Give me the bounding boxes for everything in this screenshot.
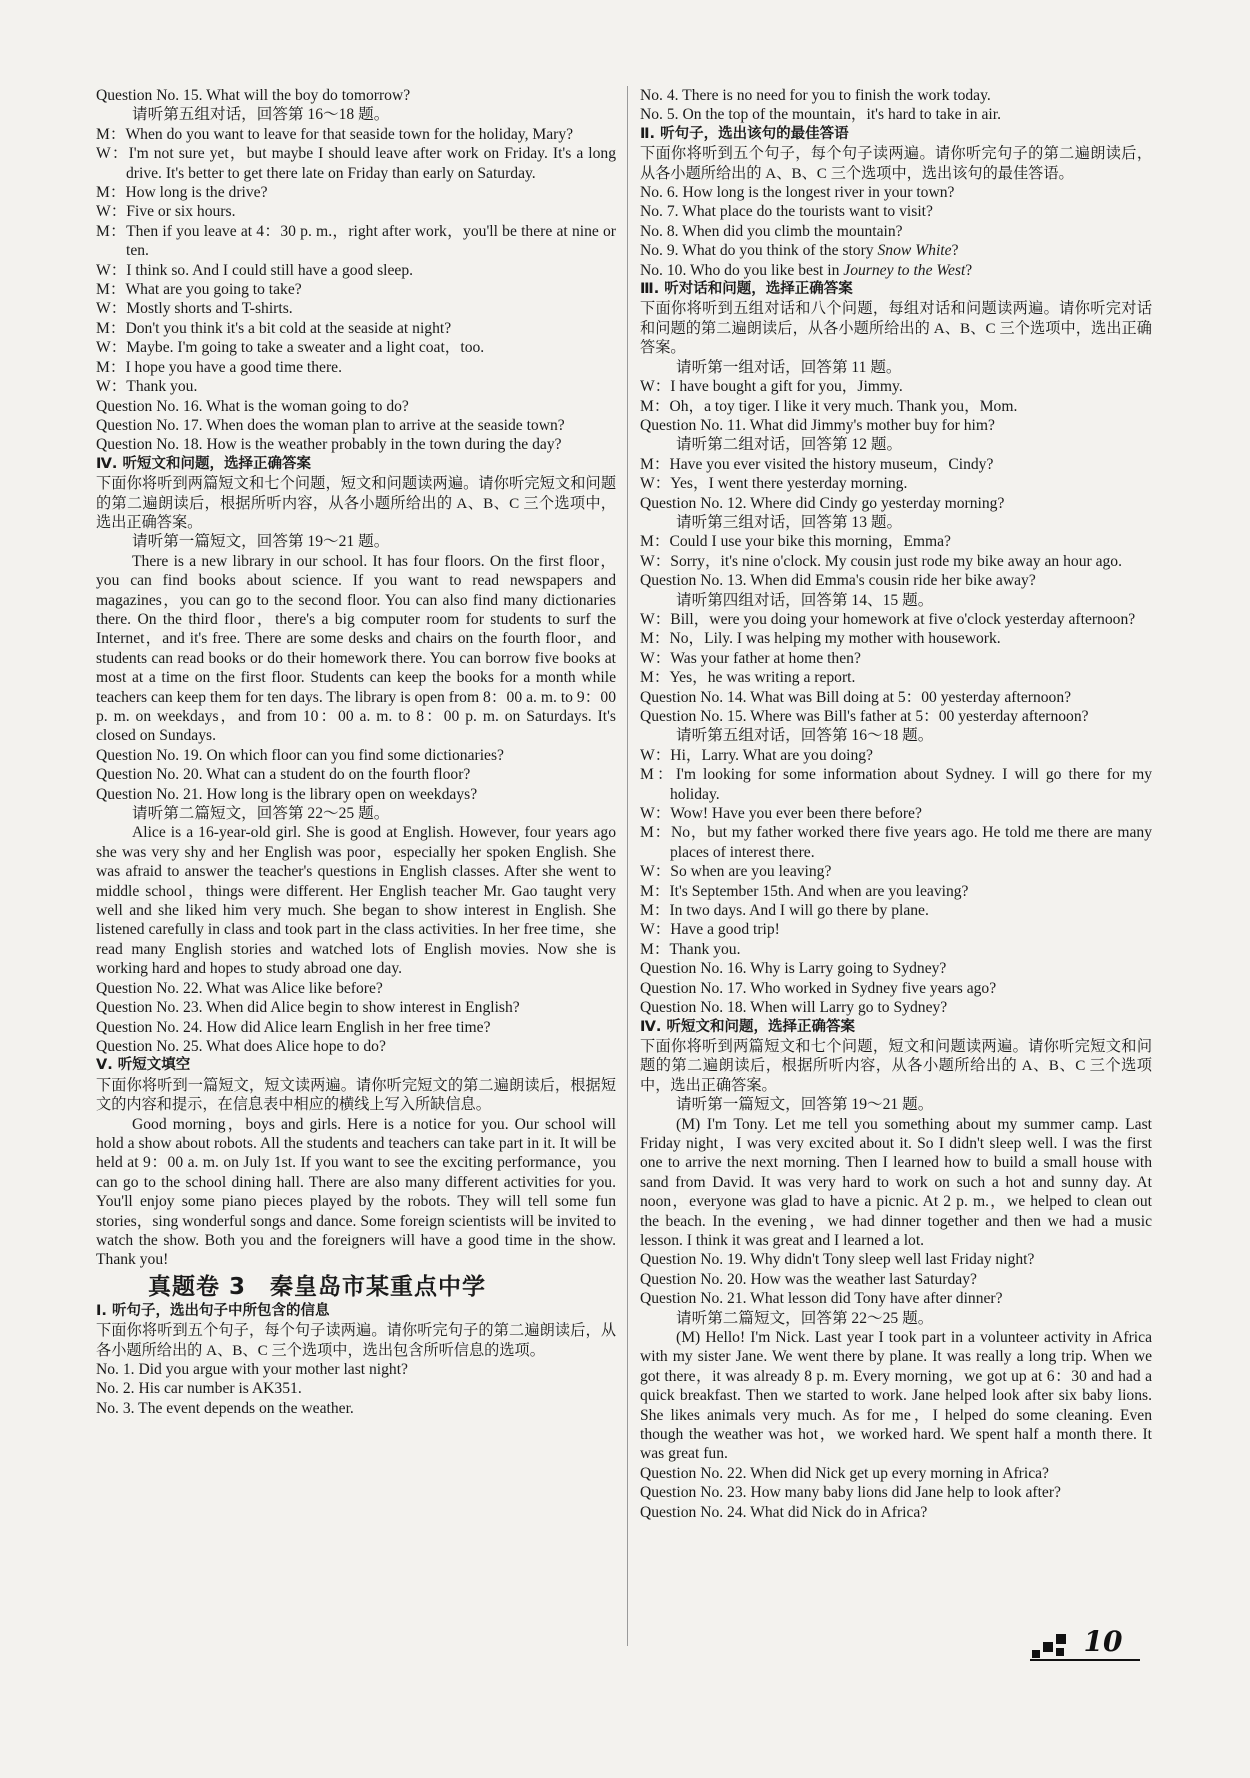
section-heading: Ⅴ. 听短文填空 [96,1057,191,1074]
text-line: Question No. 20. What can a student do on the fourth floor? [96,766,471,784]
text-line: Question No. 16. Why is Larry going to Sydney? [640,960,947,978]
column-divider [627,86,628,1646]
passage-paragraph: (M) I'm Tony. Let me tell you something about my summer camp. Last Friday night，I was very excited about it. So I didn't sleep well. I was the first one to arrive the next morning. Then I learned how to build a small house with sand from David. It was very hard to work on such a hot and sunny day. At noon，everyone was glad to have a picnic. At 2 p. m.，we helped to clean out the beach. In the evening，we had dinner together and then we had a music lesson. I think it was great and I learned a lot. [640,1115,1152,1249]
text-line: Question No. 17. Who worked in Sydney five years ago? [640,979,997,997]
question-line: No. 10. Who do you like best in Journey to the West? [640,261,973,279]
right-column [640,86,1152,1522]
text-line: Question No. 22. When did Nick get up every morning in Africa? [640,1464,1049,1482]
question-line: Question No. 15. Where was Bill's father at 5：00 yesterday afternoon? [640,708,1089,725]
dialogue-line: W：Maybe. I'm going to take a sweater and a light coat，too. [96,339,485,357]
text-line: No. 6. How long is the longest river in your town? [640,184,955,202]
text-line: Question No. 25. What does Alice hope to do? [96,1037,386,1055]
text-line: Question No. 24. How did Alice learn English in her free time? [96,1018,491,1036]
passage-paragraph: (M) Hello! I'm Nick. Last year I took part in a volunteer activity in Africa with my sister Jane. We went there by plane. It was really a long trip. When we got there，it was already 8 p. m. Every morning，we got up at 6：30 and had a quick breakfast. Then we started to work. Jane helped look after six baby lions. She likes animals very much. As for me，I helped do some cleaning. Even though the weather was hot，we worked hard. We spent half a month there. It was great fun. [640,1329,1152,1463]
dialogue-line: W：Yes，I went there yesterday morning. [640,475,908,493]
dialogue-line: W：So when are you leaving? [640,863,832,881]
dialogue-line: M：I hope you have a good time there. [96,358,342,376]
dialogue-line: M：No，Lily. I was helping my mother with housework. [640,630,1001,648]
text-line: No. 1. Did you argue with your mother last night? [96,1361,408,1378]
dialogue-line: M：In two days. And I will go there by plane. [640,902,929,920]
text-line: Question No. 13. When did Emma's cousin ride her bike away? [640,572,1036,590]
listening-prompt: 请听第二篇短文，回答第 22～25 题。 [132,805,390,823]
text-line: No. 4. There is no need for you to finish the work today. [640,87,991,104]
text-line: Question No. 18. When will Larry go to Sydney? [640,999,948,1017]
text-line: Question No. 23. When did Alice begin to show interest in English? [96,999,520,1017]
dialogue-line: W：Hi，Larry. What are you doing? [640,746,873,764]
text-line: Question No. 21. What lesson did Tony have after dinner? [640,1290,1003,1308]
exam-paper-title: 真题卷 3 秦皇岛市某重点中学 [148,1273,487,1300]
section-instructions: 下面你将听到两篇短文和七个问题，短文和问题读两遍。请你听完短文和问题的第二遍朗读后，根据所听内容，从各小题所给出的 A、B、C 三个选项中，选出正确答案。 [640,1037,1152,1094]
section-heading: Ⅳ. 听短文和问题，选择正确答案 [96,455,311,472]
text-line: No. 7. What place do the tourists want to visit? [640,203,933,221]
passage-paragraph: There is a new library in our school. It has four floors. On the first floor，you can find books about science. If you want to read newspapers and magazines，you can go to the second floor. You can also find many dictionaries there. On the third floor，there's a big computer room for students to surf the Internet，and it's free. There are some desks and chairs on the fourth floor，and students can read books or do their homework there. You can borrow five books at most at a time on the first floor. Students can keep the books for a month while teachers can keep them for ten days. The library is open from 8：00 a. m. to 9：00 p. m. on weekdays，and from 10：00 a. m. to 8：00 p. m. on Saturdays. It's closed on Sundays. [96,552,616,745]
section-instructions: 下面你将听到两篇短文和七个问题，短文和问题读两遍。请你听完短文和问题的第二遍朗读后，根据所听内容，从各小题所给出的 A、B、C 三个选项中，选出正确答案。 [96,475,616,531]
question-line: Question No. 16. What is the woman going to do? [96,397,409,415]
dialogue-line: M：It's September 15th. And when are you leaving? [640,882,969,900]
dialogue-line: M：No，but my father worked there five years ago. He told me there are many places of interest there. [640,824,1152,861]
dialogue-line: W：I have bought a gift for you，Jimmy. [640,378,903,396]
text-line: Question No. 22. What was Alice like before? [96,979,383,997]
question-line: Question No. 18. How is the weather probably in the town during the day? [96,436,562,454]
text-line: Question No. 15. What will the boy do tomorrow? [96,87,411,104]
text-line: Question No. 11. What did Jimmy's mother buy for him? [640,416,995,434]
text-line: No. 3. The event depends on the weather. [96,1399,354,1417]
page-number: 10 [1083,1625,1123,1658]
text-line: No. 5. On the top of the mountain，it's hard to take in air. [640,106,1001,124]
dialogue-line: W：I'm not sure yet，but maybe I should leave after work on Friday. It's a long drive. It's better to get there late on Friday than early on Saturday. [96,145,616,182]
listening-prompt: 请听第一篇短文，回答第 19～21 题。 [132,533,390,551]
dialogue-line: M：How long is the drive? [96,184,268,202]
dialogue-line: M：Could I use your bike this morning，Emma? [640,533,951,551]
listening-prompt: 请听第四组对话，回答第 14、15 题。 [676,591,934,609]
section-instructions: 下面你将听到五个句子，每个句子读两遍。请你听完句子的第二遍朗读后，从各小题所给出的 A、B、C 三个选项中，选出该句的最佳答语。 [640,145,1152,182]
dialogue-line: M：Yes，he was writing a report. [640,669,856,687]
question-line: Question No. 17. When does the woman plan to arrive at the seaside town? [96,416,565,434]
left-column [96,86,616,1418]
dialogue-line: M：Oh，a toy tiger. I like it very much. Thank you，Mom. [640,397,1018,415]
dialogue-line: M：When do you want to leave for that seaside town for the holiday, Mary? [96,125,574,143]
dialogue-line: W：Thank you. [96,378,198,396]
section-instructions: 下面你将听到五个句子，每个句子读两遍。请你听完句子的第二遍朗读后，从各小题所给出的 A、B、C 三个选项中，选出包含所听信息的选项。 [96,1322,616,1359]
dialogue-line: W：Was your father at home then? [640,649,861,667]
dialogue-line: M：What are you going to take? [96,281,302,299]
passage-paragraph: Good morning，boys and girls. Here is a notice for you. Our school will hold a show about robots. All the students and teachers can take part in it. It will be held at 9：00 a. m. on July 1st. If you want to see the exciting performance，you can go to the school dining hall. There are also many different activities for you. You'll enjoy some piano pieces played by the robots. They will tell some fun stories，sing wonderful songs and dance. Some foreign scientists will be invited to watch the show. Both you and the foreigners will have a good time in the show. Thank you! [96,1115,616,1269]
dialogue-line: W：Bill，were you doing your homework at five o'clock yesterday afternoon? [640,610,1136,628]
dialogue-line: M：Have you ever visited the history museum，Cindy? [640,455,994,473]
section-instructions: 下面你将听到五组对话和八个问题，每组对话和问题读两遍。请你听完对话和问题的第二遍朗读后，从各小题所给出的 A、B、C 三个选项中，选出正确答案。 [640,300,1152,357]
section-heading: Ⅱ. 听句子，选出该句的最佳答语 [640,125,849,142]
listening-prompt: 请听第一组对话，回答第 11 题。 [676,358,902,376]
section-heading: Ⅳ. 听短文和问题，选择正确答案 [640,1018,855,1035]
text-line: Question No. 14. What was Bill doing at 5：00 yesterday afternoon? [640,688,1072,706]
dialogue-line: W：Five or six hours. [96,203,236,221]
passage-paragraph: Alice is a 16-year-old girl. She is good at English. However, four years ago she was very shy and her English was poor，especially her spoken English. She was afraid to answer the teacher's questions in English classes. After she went to middle school，things were different. Her English teacher Mr. Gao taught very well and she liked him very much. She began to show interest in English. She listened carefully in class and took part in the class activities. In her free time，she read many English stories and watched lots of English movies. Now she is working hard and hopes to study abroad one day. [96,824,616,978]
text-line: Question No. 20. How was the weather last Saturday? [640,1270,977,1288]
text-line: Question No. 23. How many baby lions did Jane help to look after? [640,1484,1061,1502]
listening-prompt: 请听第五组对话，回答第 16～18 题。 [132,106,390,124]
text-line: Question No. 24. What did Nick do in Africa? [640,1503,928,1521]
text-line: Question No. 21. How long is the library open on weekdays? [96,785,478,803]
dialogue-line: W：Wow! Have you ever been there before? [640,805,922,823]
section-heading: Ⅲ. 听对话和问题，选择正确答案 [640,281,853,298]
listening-prompt: 请听第一篇短文，回答第 19～21 题。 [676,1096,934,1114]
dialogue-line: M：Then if you leave at 4：30 p. m.，right after work，you'll be there at nine or ten. [96,222,616,260]
page-number-ornament [1032,1630,1068,1660]
listening-prompt: 请听第二组对话，回答第 12 题。 [676,436,903,454]
listening-prompt: 请听第二篇短文，回答第 22～25 题。 [676,1309,934,1327]
text-line: Question No. 19. On which floor can you find some dictionaries? [96,746,504,764]
section-heading: Ⅰ. 听句子，选出句子中所包含的信息 [96,1302,330,1319]
dialogue-line: M：Thank you. [640,940,741,958]
dialogue-line: W：Have a good trip! [640,921,780,939]
dialogue-line: M：I'm looking for some information about Sydney. I will go there for my holiday. [640,766,1152,803]
dialogue-line: W：Sorry，it's nine o'clock. My cousin just rode my bike away an hour ago. [640,552,1123,570]
text-line: No. 8. When did you climb the mountain? [640,222,903,240]
section-instructions: 下面你将听到一篇短文，短文读两遍。请你听完短文的第二遍朗读后，根据短文的内容和提示，在信息表中相应的横线上写入所缺信息。 [96,1076,616,1114]
dialogue-line: W：Mostly shorts and T-shirts. [96,300,293,318]
listening-prompt: 请听第五组对话，回答第 16～18 题。 [676,727,934,745]
listening-prompt: 请听第三组对话，回答第 13 题。 [676,513,903,531]
text-line: Question No. 19. Why didn't Tony sleep well last Friday night? [640,1251,1035,1269]
text-line: Question No. 12. Where did Cindy go yesterday morning? [640,494,1005,512]
text-line: No. 2. His car number is AK351. [96,1380,302,1398]
question-line: No. 9. What do you think of the story Snow White? [640,242,959,260]
dialogue-line: M：Don't you think it's a bit cold at the seaside at night? [96,319,452,337]
dialogue-line: W：I think so. And I could still have a good sleep. [96,261,414,279]
